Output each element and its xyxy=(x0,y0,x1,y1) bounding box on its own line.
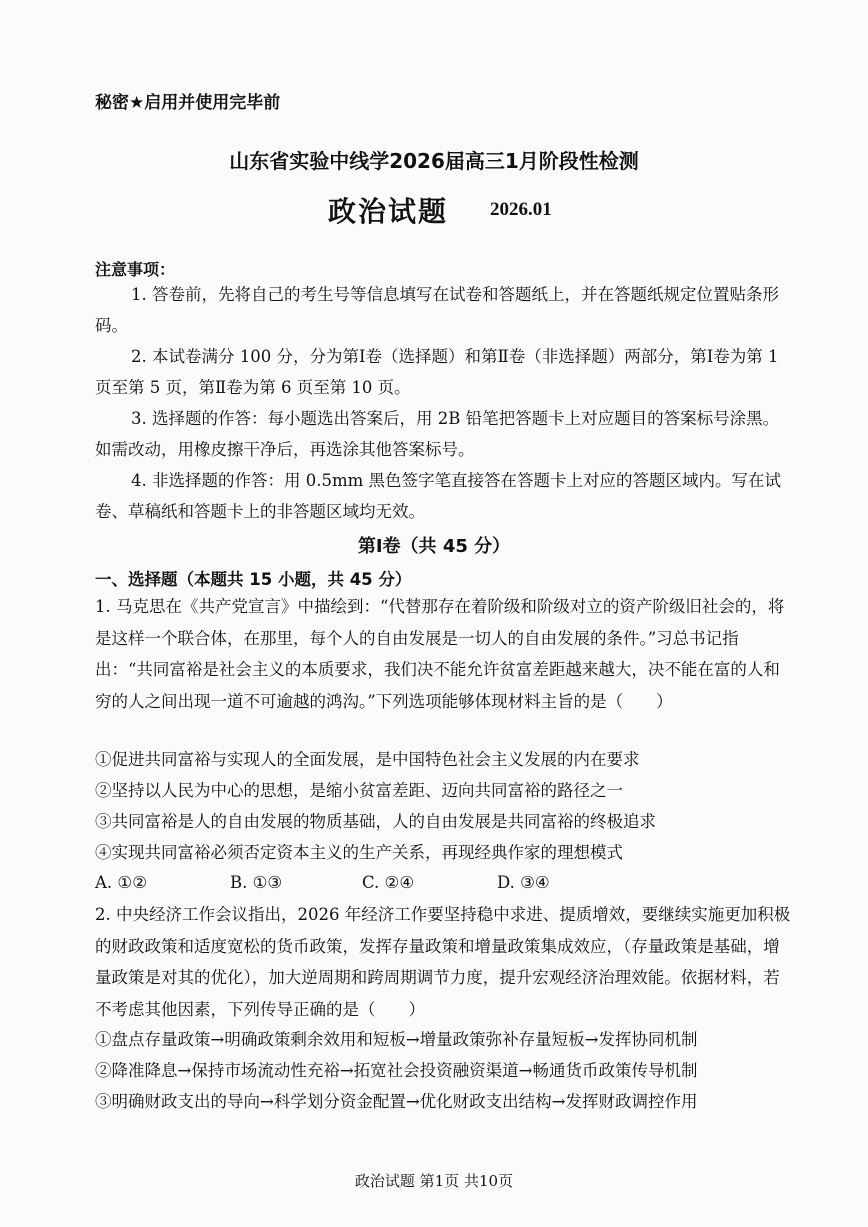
question-2-item-3: ③明确财政支出的导向→科学划分资金配置→优化财政支出结构→发挥财政调控作用 xyxy=(95,1092,698,1111)
notice-item-1: 1. 答卷前，先将自己的考生号等信息填写在试卷和答题纸上，并在答题纸规定位置贴条形码。 xyxy=(95,285,779,335)
page-footer: 政治试题 第1页 共10页 xyxy=(354,1172,514,1190)
notice-item-4: 4. 非选择题的作答：用 0.5mm 黑色签字笔直接答在答题卡上对应的答题区域内。写在试卷、草稿纸和答题卡上的非答题区域均无效。 xyxy=(95,471,782,521)
notice-item-3: 3. 选择题的作答：每小题选出答案后，用 2B 铅笔把答题卡上对应题目的答案标号涂黑。如需改动，用橡皮擦干净后，再选涂其他答案标号。 xyxy=(95,409,780,459)
notice-item-2: 2. 本试卷满分 100 分，分为第Ⅰ卷（选择题）和第Ⅱ卷（非选择题）两部分，第Ⅰ卷为第 1 页至第 5 页，第Ⅱ卷为第 6 页至第 10 页。 xyxy=(95,347,779,397)
question-1-option-b: B. ①③ xyxy=(230,873,283,892)
exam-school-title: 山东省实验中线学2026届高三1月阶段性检测 xyxy=(229,149,639,173)
subject-title: 政治试题 xyxy=(328,195,449,228)
question-1-stem: 1. 马克思在《共产党宣言》中描绘到：“代替那存在着阶级和阶级对立的资产阶级旧社会的，将是这样一个联合体，在那里，每个人的自由发展是一切人的自由发展的条件。”习总书记指出：“共同富裕是社会主义的本质要求，我们决不能允许贫富差距越来越大，决不能在富的人和穷的人之间出现一道不可逾越的鸿沟。”下列选项能够体现材料主旨的是（ ） xyxy=(95,597,785,711)
exam-date: 2026.01 xyxy=(490,199,552,220)
section-heading: 一、选择题（本题共 15 小题，共 45 分） xyxy=(95,570,412,589)
part1-title: 第Ⅰ卷（共 45 分） xyxy=(357,536,511,557)
notice-heading: 注意事项： xyxy=(95,260,176,279)
question-1-option-c: C. ②④ xyxy=(362,873,415,892)
question-1-item-2: ②坚持以人民为中心的思想，是缩小贫富差距、迈向共同富裕的路径之一 xyxy=(95,781,623,800)
question-1-option-a: A. ①② xyxy=(95,873,147,892)
question-2-item-1: ①盘点存量政策→明确政策剩余效用和短板→增量政策弥补存量短板→发挥协同机制 xyxy=(95,1030,698,1049)
question-1-item-1: ①促进共同富裕与实现人的全面发展，是中国特色社会主义发展的内在要求 xyxy=(95,750,640,769)
confidential-mark: 秘密★启用并使用完毕前 xyxy=(95,93,281,113)
question-1-item-4: ④实现共同富裕必须否定资本主义的生产关系，再现经典作家的理想模式 xyxy=(95,843,623,862)
question-2-stem: 2. 中央经济工作会议指出，2026 年经济工作要坚持稳中求进、提质增效，要继续实施更加积极的财政政策和适度宽松的货币政策，发挥存量政策和增量政策集成效应，（存量政策是基础，增量政策是对其的优化），加大逆周期和跨周期调节力度，提升宏观经济治理效能。依据材料，若不考虑其他因素，下列传导正确的是（ ） xyxy=(95,905,791,1019)
question-1-item-3: ③共同富裕是人的自由发展的物质基础，人的自由发展是共同富裕的终极追求 xyxy=(95,812,656,831)
question-1-option-d: D. ③④ xyxy=(497,873,550,892)
question-2-item-2: ②降准降息→保持市场流动性充裕→拓宽社会投资融资渠道→畅通货币政策传导机制 xyxy=(95,1061,698,1080)
